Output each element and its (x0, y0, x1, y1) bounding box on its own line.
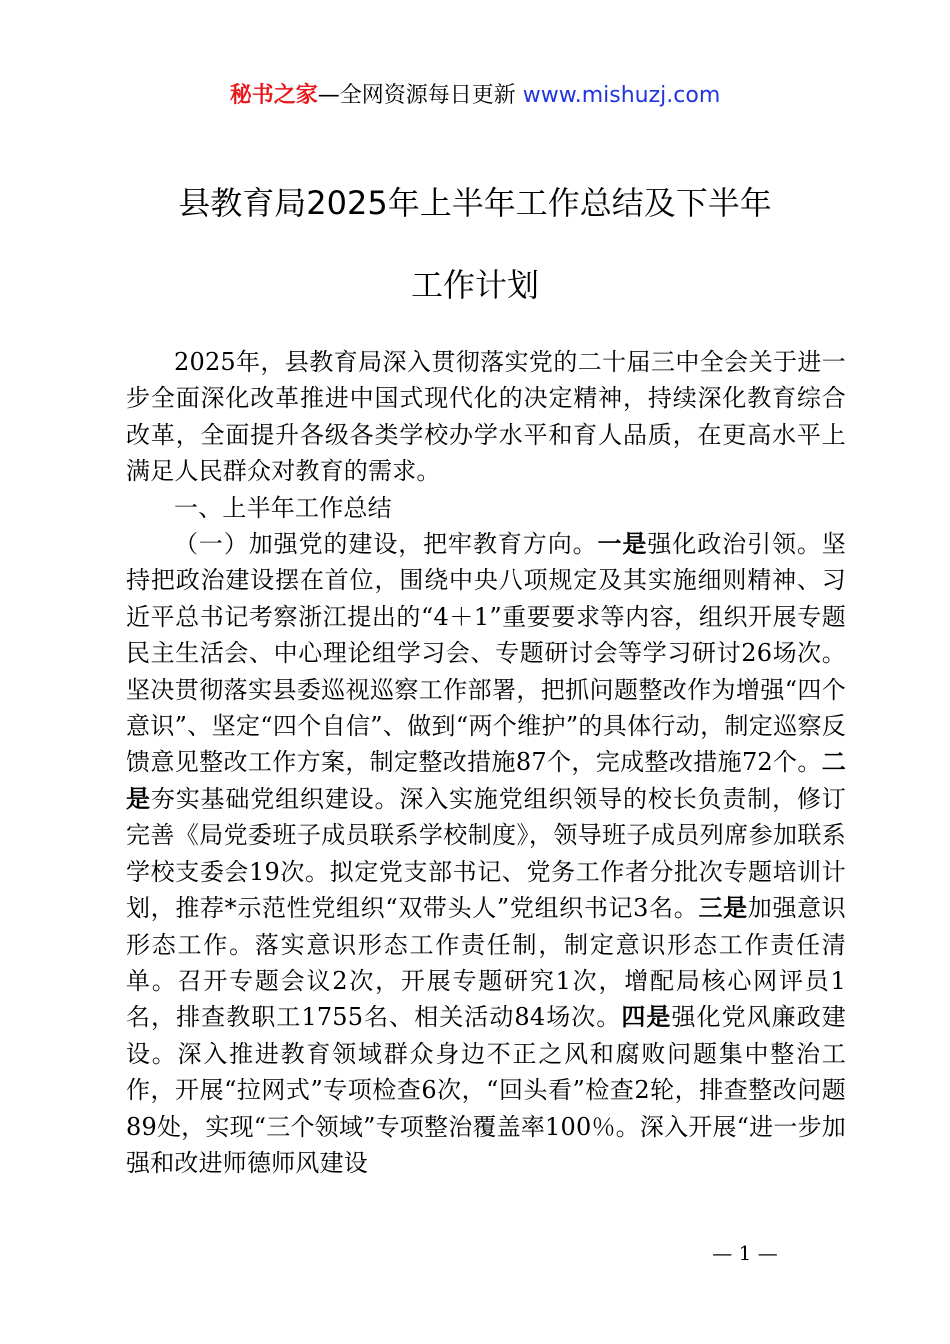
site-brand: 秘书之家 (229, 83, 318, 108)
site-slogan: —全网资源每日更新 (317, 83, 523, 108)
document-title (80, 162, 870, 326)
item-text-1: 强化政治引领。坚持把政治建设摆在首位，围绕中央八项规定及其实施细则精神、习近平总书记考察浙江提出的“4＋1”重要要求等内容，组织开展专题民主生活会、中心理论组学习会、专题研讨会等学习研讨26场次。坚决贯彻落实县委巡视巡察工作部署，把抓问题整改作为增强“四个意识”、坚定“四个自信”、做到“两个维护”的具体行动，制定巡察反馈意见整改工作方案，制定整改措施87个，完成整改措施72个。 (126, 530, 846, 777)
item-marker-1: 一是 (597, 529, 648, 559)
item-marker-4: 四是 (621, 1002, 672, 1032)
item-text-3: 加强意识形态工作。落实意识形态工作责任制，制定意识形态工作责任清单。召开专题会议2次，开展专题研究1次，增配局核心网评员1名，排查教职工1755名、相关活动84场次。 (126, 894, 846, 1032)
paragraph-lead: （一）加强党的建设，把牢教育方向。 (174, 530, 598, 559)
item-marker-2: 二是 (126, 747, 846, 813)
section-heading: 一、上半年工作总结 (174, 493, 392, 522)
intro-paragraph: 2025年，县教育局深入贯彻落实党的二十届三中全会关于进一步全面深化改革推进中国式现代化的决定精神，持续深化教育综合改革，全面提升各级各类学校办学水平和育人品质，在更高水平上满足人民群众对教育的需求。 (126, 348, 846, 486)
title-line-2: 工作计划 (410, 266, 539, 304)
party-building-paragraph (126, 526, 846, 1181)
item-text-4: 强化党风廉政建设。深入推进教育领域群众身边不正之风和腐败问题集中整治工作，开展“拉网式”专项检查6次，“回头看”检查2轮，排查整改问题89处，实现“三个领域”专项整治覆盖率100％。深入开展“进一步加强和改进师德师风建设 (126, 1003, 846, 1177)
document-body (126, 344, 846, 1181)
title-line-1: 县教育局2025年上半年工作总结及下半年 (178, 184, 772, 222)
site-header (0, 80, 950, 112)
site-url-link[interactable]: www.mishuzj.com (522, 83, 721, 108)
item-text-2: 夯实基础党组织建设。深入实施党组织领导的校长负责制，修订完善《局党委班子成员联系学校制度》，领导班子成员列席参加联系学校支委会19次。拟定党支部书记、党务工作者分批次专题培训计划，推荐*示范性党组织“双带头人”党组织书记3名。 (126, 784, 846, 923)
page-number: — 1 — (712, 1241, 778, 1265)
item-marker-3: 三是 (698, 893, 748, 923)
